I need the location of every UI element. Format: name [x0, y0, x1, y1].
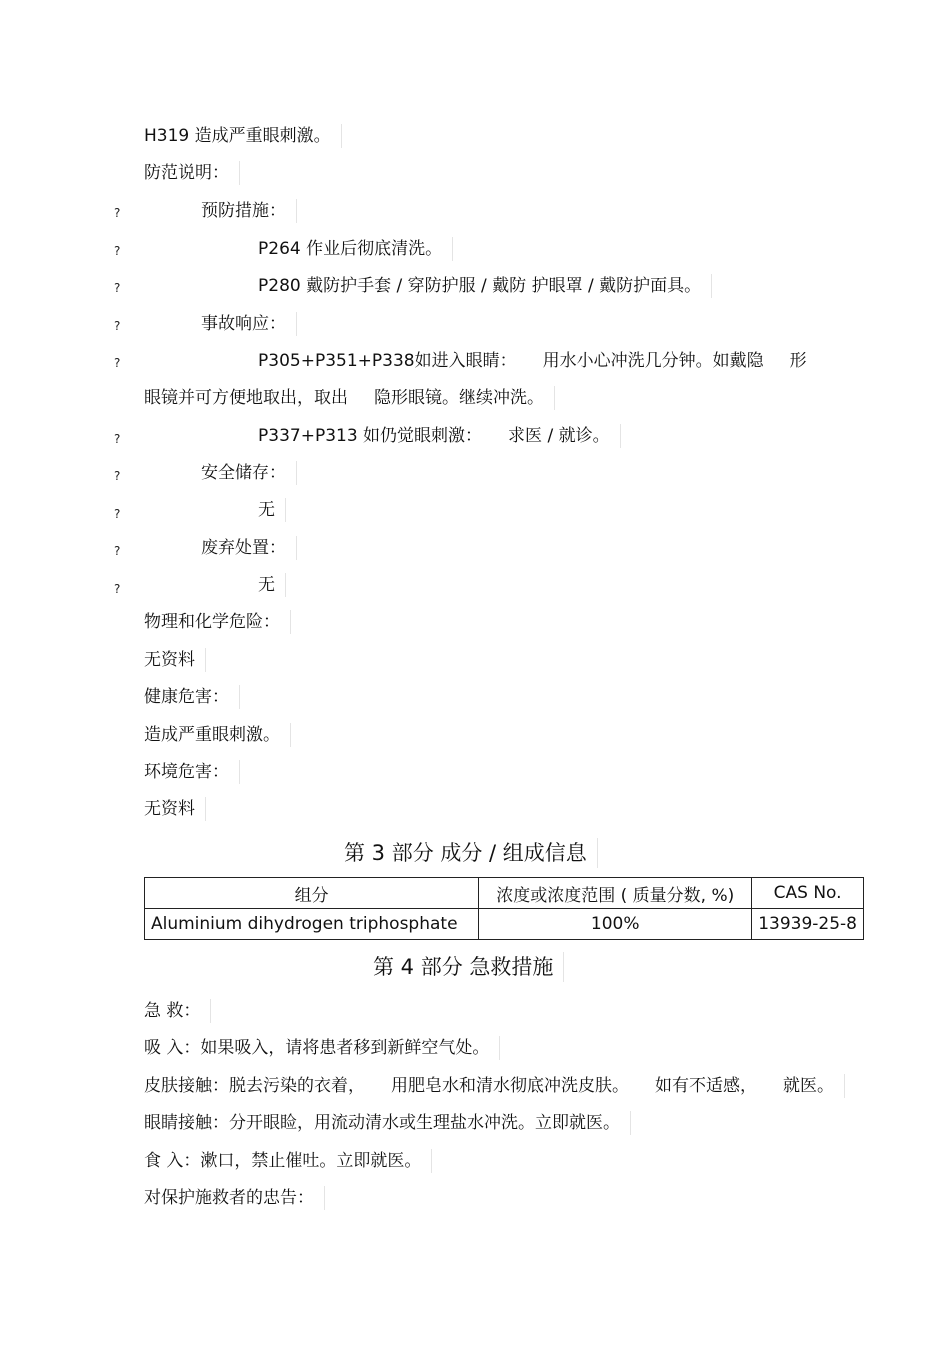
response-label: 事故响应：: [201, 312, 297, 336]
bullet-marker: ?: [114, 356, 121, 370]
bullet-marker: ?: [114, 544, 121, 558]
h319-statement: H319 造成严重眼刺激。: [144, 124, 342, 148]
physchem-label: 物理和化学危险：: [144, 610, 291, 634]
disposal-label: 废弃处置：: [201, 536, 297, 560]
disposal-value: 无: [258, 573, 286, 597]
env-value: 无资料: [144, 797, 206, 821]
physchem-value: 无资料: [144, 648, 206, 672]
p305-line2b: 隐形眼镜。继续冲洗。: [374, 388, 544, 408]
bullet-marker: ?: [114, 244, 121, 258]
table-row: [145, 909, 864, 940]
storage-value: 无: [258, 498, 286, 522]
column-header: CAS No.: [752, 878, 864, 909]
section4-title: 第 4 部分 急救措施: [373, 952, 564, 982]
p305-text: 用水小心冲洗几分钟。如戴隐: [542, 351, 764, 371]
p337-code: P337+P313 如仍觉眼刺激：: [258, 426, 483, 446]
bullet-marker: ?: [114, 319, 121, 333]
skin-contact-text: [144, 1074, 845, 1098]
bullet-marker: ?: [114, 281, 121, 295]
table-cell: Aluminium dihydrogen triphosphate: [145, 909, 479, 940]
first-aid-label: 急 救：: [144, 999, 211, 1023]
section3-title: 第 3 部分 成分 / 组成信息: [344, 838, 598, 868]
p305-statement: [258, 349, 807, 373]
health-value: 造成严重眼刺激。: [144, 723, 291, 747]
p337-text: 求医 / 就诊。: [508, 426, 610, 446]
rescuer-advice-label: 对保护施救者的忠告：: [144, 1186, 325, 1210]
prevention-label: 预防措施：: [201, 199, 297, 223]
bullet-marker: ?: [114, 582, 121, 596]
skin-b: 用肥皂水和清水彻底冲洗皮肤。: [391, 1076, 629, 1096]
table-cell: 13939-25-8: [752, 909, 864, 940]
p305-continuation: [144, 386, 555, 410]
bullet-marker: ?: [114, 206, 121, 220]
p264-statement: P264 作业后彻底清洗。: [258, 237, 453, 261]
skin-a: 皮肤接触：脱去污染的衣着，: [144, 1076, 365, 1096]
p337-statement: [258, 424, 621, 448]
column-header: 组分: [145, 878, 479, 909]
bullet-marker: ?: [114, 432, 121, 446]
health-label: 健康危害：: [144, 685, 240, 709]
storage-label: 安全储存：: [201, 461, 297, 485]
p305-tail: 形: [789, 351, 807, 371]
eye-contact-text: 眼睛接触：分开眼睑，用流动清水或生理盐水冲洗。立即就医。: [144, 1111, 631, 1135]
p305-code: P305+P351+P338如进入眼睛：: [258, 351, 517, 371]
inhalation-text: 吸 入：如果吸入，请将患者移到新鲜空气处。: [144, 1036, 500, 1060]
composition-table: [144, 877, 864, 940]
column-header: 浓度或浓度范围 ( 质量分数, %): [479, 878, 752, 909]
table-cell: 100%: [479, 909, 752, 940]
table-header-row: [145, 878, 864, 909]
bullet-marker: ?: [114, 507, 121, 521]
skin-d: 就医。: [783, 1076, 834, 1096]
bullet-marker: ?: [114, 469, 121, 483]
skin-c: 如有不适感，: [655, 1076, 757, 1096]
precaution-title: 防范说明：: [144, 161, 240, 185]
ingestion-text: 食 入：漱口，禁止催吐。立即就医。: [144, 1149, 432, 1173]
env-label: 环境危害：: [144, 760, 240, 784]
p305-line2a: 眼镜并可方便地取出，取出: [144, 388, 348, 408]
p280-statement: P280 戴防护手套 / 穿防护服 / 戴防 护眼罩 / 戴防护面具。: [258, 274, 712, 298]
